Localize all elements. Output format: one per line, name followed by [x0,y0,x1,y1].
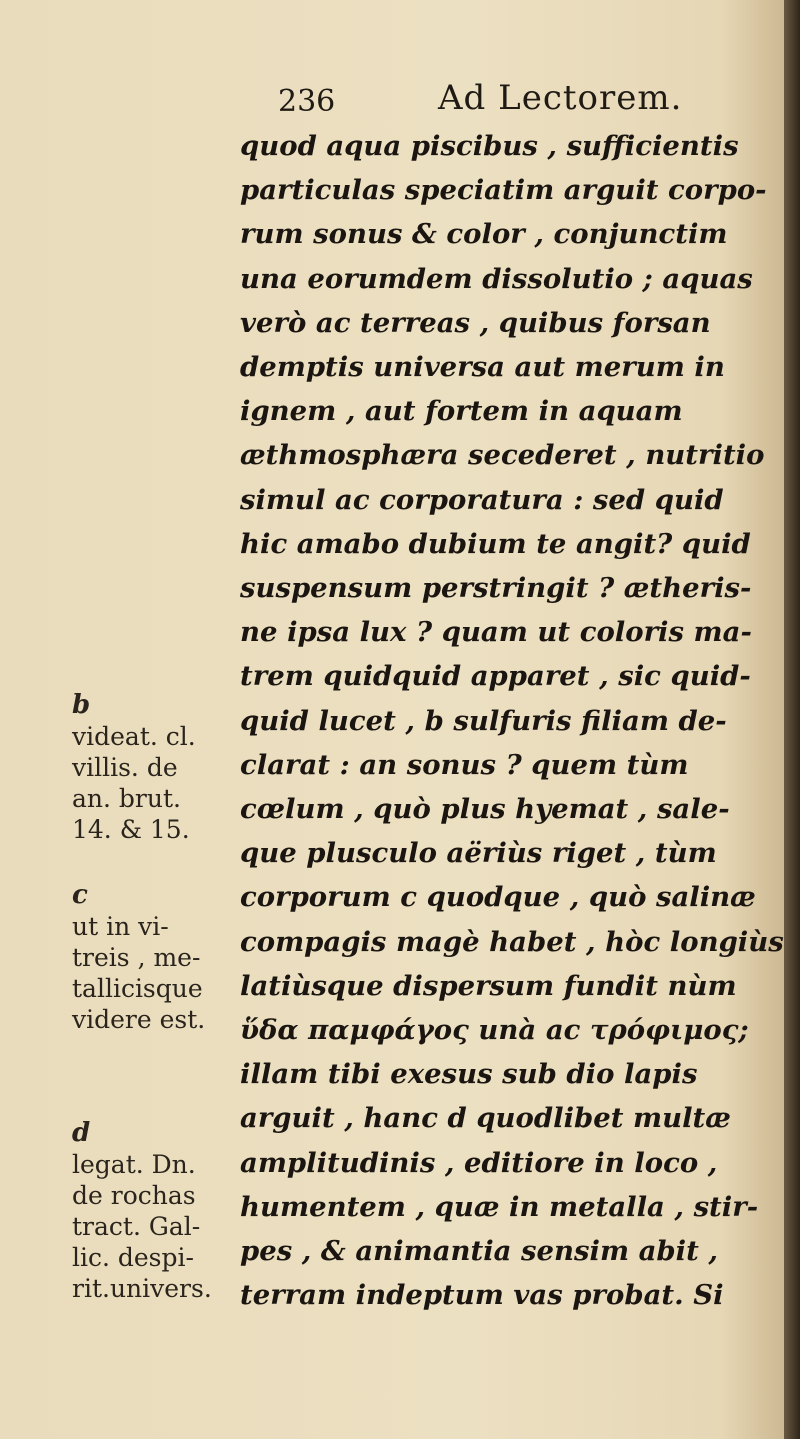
text-line: ne ipsa lux ? quam ut coloris ma- [240,616,752,649]
margin-note-line: de rochas [72,1181,196,1210]
note-marker: b [72,690,91,720]
text-line: quod aqua piscibus , sufficientis [240,130,739,162]
page-number: 236 [278,84,336,119]
text-line: ὕδα παμφάγος unà ac τρόφιμος; [240,1014,749,1047]
text-line: illam tibi exesus sub dio lapis [240,1058,698,1091]
text-line: æthmosphæra secederet , nutritio [240,439,765,472]
margin-note-line: 14. & 15. [72,815,190,844]
text-line: verò ac terreas , quibus forsan [240,306,711,339]
margin-note-line: treis , me- [72,943,201,972]
margin-note-line: ut in vi- [72,912,169,941]
margin-note-line: lic. despi- [72,1243,194,1272]
margin-note-line: tract. Gal- [72,1212,201,1241]
text-line: simul ac corporatura : sed quid [240,483,724,516]
text-line: quid lucet , b sulfuris filiam de- [240,704,727,737]
note-marker: d [72,1118,91,1148]
text-line: arguit , hanc d quodlibet multæ [240,1102,731,1135]
margin-note-line: videat. cl. [72,722,196,751]
margin-note-line: videre est. [72,1005,206,1034]
page-header [278,78,698,126]
text-line: hic amabo dubium te angit? quid [240,527,751,560]
text-line: corporum c quodque , quò salinæ [240,881,756,914]
margin-note-c [72,880,242,1035]
margin-note-line: tallicisque [72,974,203,1003]
text-line: cœlum , quò plus hyemat , sale- [240,793,730,826]
margin-note-b [72,690,242,845]
text-line: amplitudinis , editiore in loco , [240,1146,718,1179]
text-line: que plusculo aëriùs riget , tùm [240,837,717,870]
margin-note-line: an. brut. [72,784,181,813]
main-text-block [240,124,784,1317]
text-line: pes , & animantia sensim abit , [240,1235,718,1268]
book-edge [784,0,800,1439]
text-line: suspensum perstringit ? ætheris- [240,572,752,605]
note-marker: c [72,880,88,910]
text-line: clarat : an sonus ? quem tùm [240,748,689,781]
text-line: latiùsque dispersum fundit nùm [240,969,737,1002]
margin-note-line: legat. Dn. [72,1150,196,1179]
text-line: una eorumdem dissolutio ; aquas [240,262,753,295]
margin-note-line: villis. de [72,753,178,782]
text-line: terram indeptum vas probat. Si [240,1279,724,1312]
text-line: humentem , quæ in metalla , stir- [240,1190,759,1223]
margin-note-line: rit.univers. [72,1274,212,1303]
text-line: demptis universa aut merum in [240,351,725,384]
running-title: Ad Lectorem. [438,78,683,118]
text-line: compagis magè habet , hòc longiùs [240,925,784,958]
text-line: trem quidquid apparet , sic quid- [240,660,751,693]
text-line: particulas speciatim arguit corpo- [240,174,767,207]
text-line: ignem , aut fortem in aquam [240,395,683,428]
margin-note-d [72,1118,242,1304]
text-line: rum sonus & color , conjunctim [240,218,728,251]
